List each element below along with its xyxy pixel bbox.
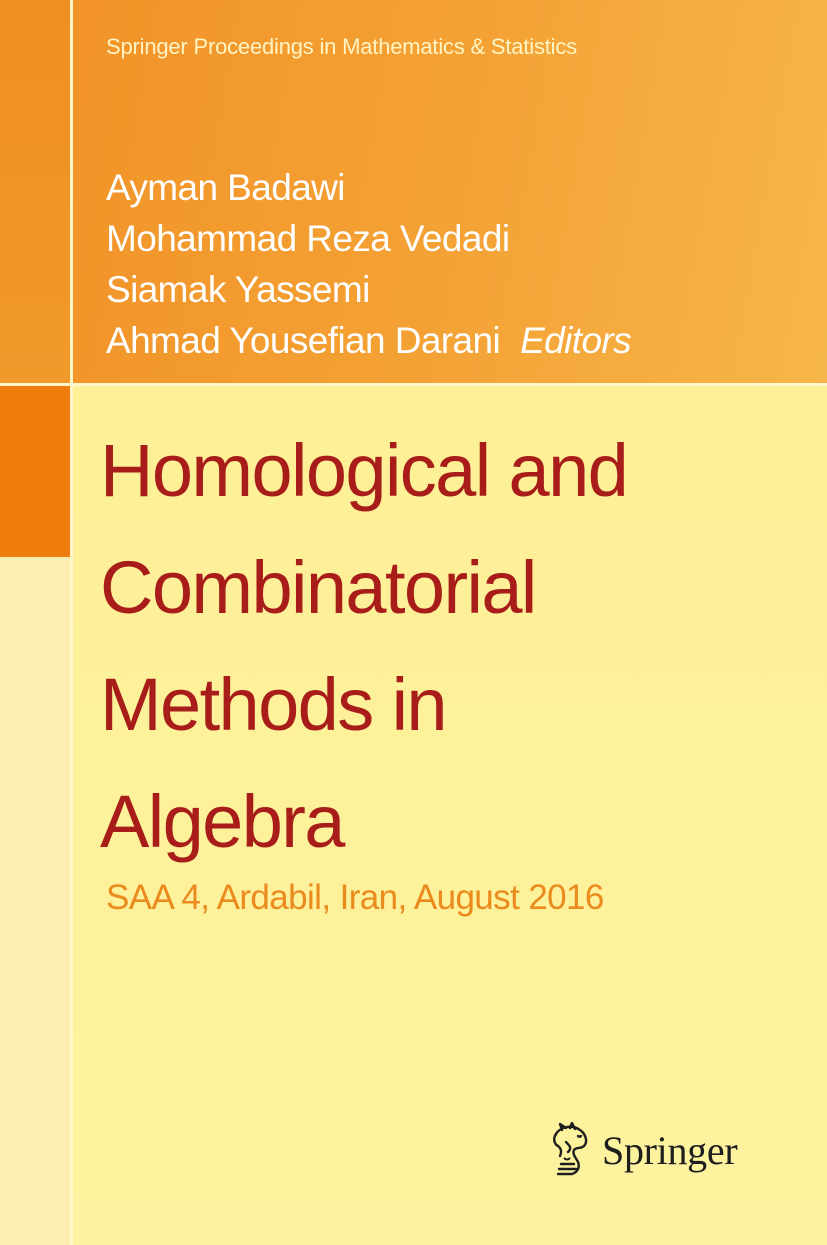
left-light-strip	[0, 557, 70, 1245]
book-subtitle: SAA 4, Ardabil, Iran, August 2016	[106, 878, 604, 917]
book-title-line: Methods in	[100, 663, 446, 746]
series-title: Springer Proceedings in Mathematics & Statistics	[106, 34, 577, 59]
springer-horse-icon	[548, 1122, 596, 1178]
editor-name	[106, 264, 631, 315]
book-title-line: Homological and	[100, 429, 628, 512]
editor-name-text: Mohammad Reza Vedadi	[106, 218, 510, 259]
editor-name-text: Siamak Yassemi	[106, 269, 370, 310]
vertical-divider	[70, 0, 73, 1245]
editor-name	[106, 162, 631, 213]
horizontal-divider	[0, 383, 827, 386]
editor-name	[106, 213, 631, 264]
book-title-line: Algebra	[100, 780, 344, 863]
book-title	[100, 412, 820, 880]
publisher-name: Springer	[602, 1127, 738, 1173]
editors-label: Editors	[520, 320, 632, 361]
editor-name	[106, 315, 631, 366]
editor-name-text: Ahmad Yousefian Darani	[106, 320, 501, 361]
book-title-line: Combinatorial	[100, 546, 536, 629]
left-top-strip	[0, 0, 70, 383]
publisher-logo-group	[548, 1120, 737, 1180]
accent-block	[0, 386, 70, 557]
editors-list	[106, 162, 631, 366]
editor-name-text: Ayman Badawi	[106, 167, 345, 208]
